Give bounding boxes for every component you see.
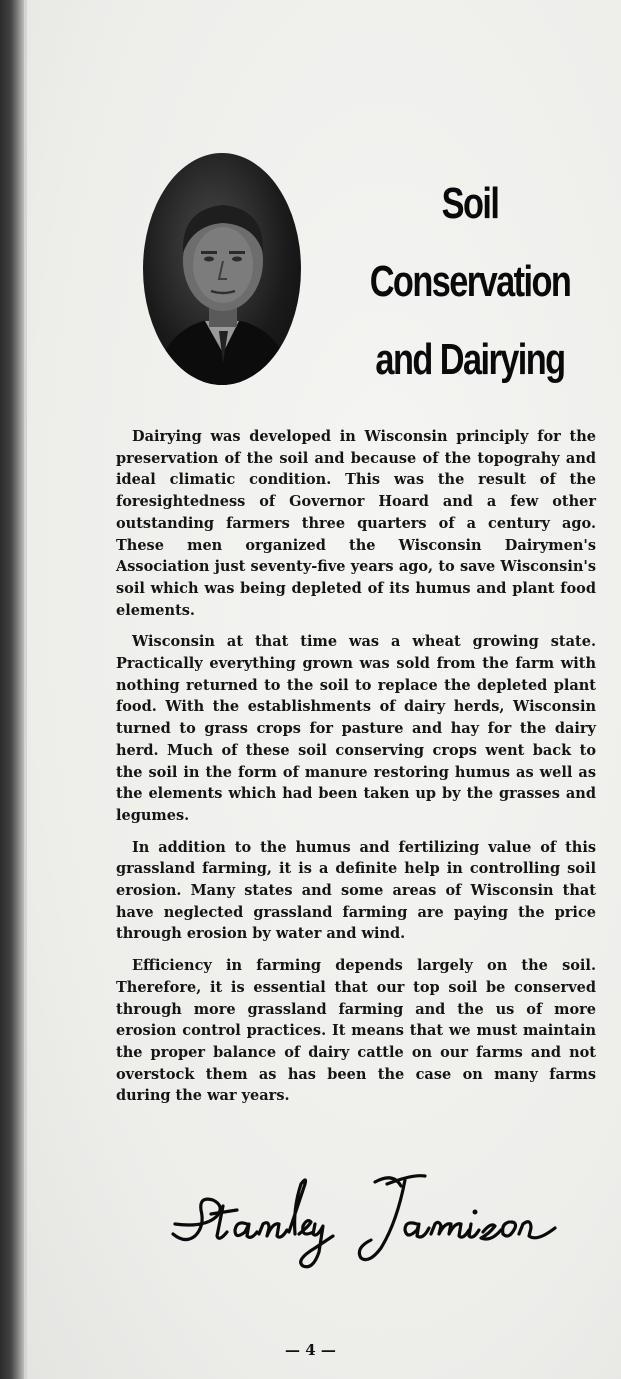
handwritten-signature (165, 1162, 605, 1272)
page-number: — 4 — (285, 1341, 336, 1359)
paragraph: Wisconsin at that time was a wheat growing state. Practically everything grown was sold from the farm with nothing returned to the soil to replace the depleted plant food. With the establishments of dairy herds, Wisconsin turned to grass crops for pasture and hay for the dairy herd. Much of these soil conserving crops went back to the soil in the form of manure restoring humus as well as the elements which had been taken up by the grasses and legumes. (116, 633, 596, 824)
title-line-2: Conservation (369, 257, 571, 306)
page-title (361, 165, 579, 399)
article-body (116, 426, 596, 1117)
title-line-1: Soil (441, 179, 499, 228)
book-spine (0, 0, 24, 1379)
paragraph: Dairying was developed in Wisconsin principly for the preservation of the soil and because of the topograhy and ideal climatic condition. This was the result of the foresightedness of Governor Hoard and a few other outstanding farmers three quarters of a century ago. These men organized the Wisconsin Dairymen's Association just seventy-five years ago, to save Wisconsin's soil which was being depleted of its humus and plant food elements. (116, 428, 596, 619)
title-line-3: and Dairying (375, 335, 565, 384)
portrait-image (143, 153, 301, 385)
author-portrait (143, 153, 301, 385)
signature-image (165, 1162, 605, 1272)
paragraph: In addition to the humus and fertilizing value of this grassland farming, it is a definite help in controlling soil erosion. Many states and some areas of Wisconsin that have neglected grassland farming are paying the price through erosion by water and wind. (116, 838, 596, 943)
paragraph: Efficiency in farming depends largely on the soil. Therefore, it is essential that our top soil be conserved through more grassland farming and the us of more erosion control practices. It means that we must maintain the proper balance of dairy cattle on our farms and not overstock them as has been the case on many farms during the war years. (116, 957, 596, 1105)
